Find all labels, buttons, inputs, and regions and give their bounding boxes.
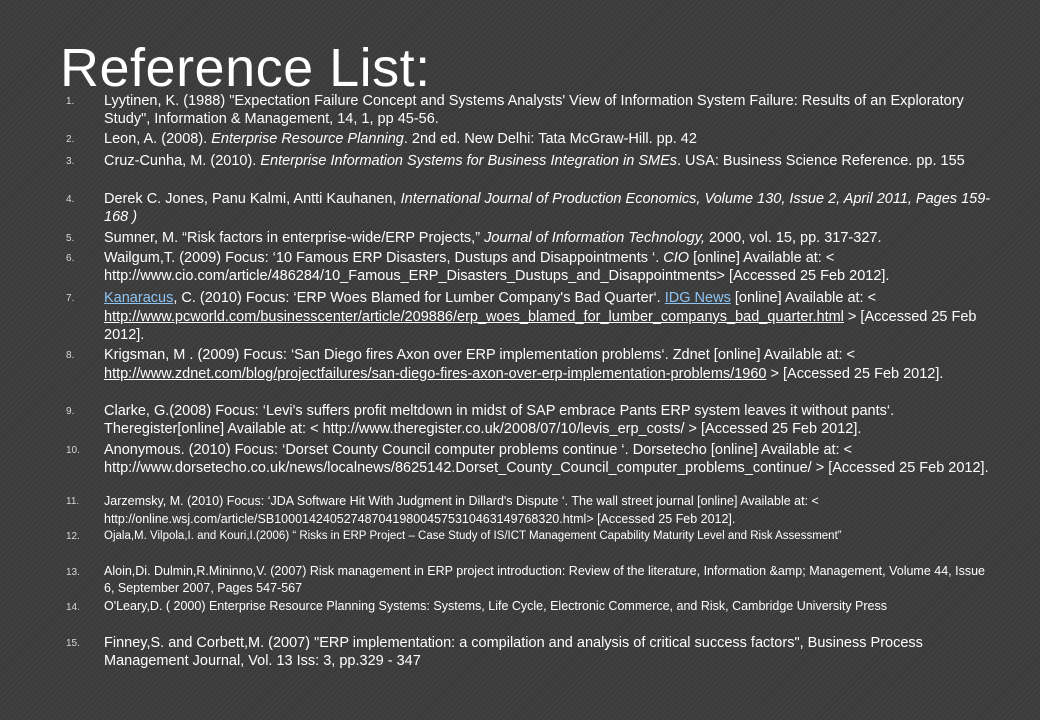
reference-text [104, 152, 996, 170]
reference-number: 6. [66, 253, 75, 264]
reference-number: 7. [66, 293, 75, 304]
text-segment: , C. (2010) Focus: ‘ERP Woes Blamed for Lumber Company's Bad Quarter‘. [173, 290, 665, 306]
italic-text: Journal of Information Technology, [484, 230, 705, 246]
italic-text: Enterprise Resource Planning [211, 131, 404, 147]
text-segment: Leon, A. (2008). [104, 131, 212, 147]
reference-number: 15. [66, 638, 80, 649]
text-segment: Jarzemsky, M. (2010) Focus: ‘JDA Software Hit With Judgment in Dillard's Dispute ‘. The wall street journal [online] Available at: < http://online.wsj.com/article/SB10001424052748704198004575310463149768320.html> [Accessed 25 Feb 2012]. [104, 494, 819, 526]
text-segment: Derek C. Jones, Panu Kalmi, Antti Kauhanen, [104, 191, 401, 207]
reference-number: 14. [66, 602, 80, 613]
italic-text: CIO [663, 250, 690, 266]
text-segment: > [Accessed 25 Feb 2012]. [766, 365, 944, 382]
reference-text [104, 563, 996, 597]
reference-text [104, 249, 996, 285]
reference-number: 10. [66, 445, 80, 456]
reference-number: 11. [66, 496, 80, 507]
text-segment: O'Leary,D. ( 2000) Enterprise Resource Planning Systems: Systems, Life Cycle, Electronic Commerce, and Risk, Cambridge University Press [104, 599, 887, 613]
reference-number: 13. [66, 567, 80, 578]
reference-text [104, 190, 996, 226]
reference-text [104, 441, 996, 477]
reference-number: 8. [66, 350, 75, 361]
reference-text [104, 289, 996, 345]
reference-number: 4. [66, 194, 75, 205]
reference-number: 12. [66, 531, 80, 542]
hyperlink[interactable]: IDG News [664, 290, 731, 306]
slide-title: Reference List: [60, 38, 431, 98]
text-segment: Sumner, M. “Risk factors in enterprise-wide/ERP Projects,” [104, 230, 485, 246]
reference-text [104, 130, 996, 148]
hyperlink[interactable]: Kanaracus [104, 290, 174, 306]
reference-number: 9. [66, 406, 75, 417]
text-segment: Krigsman, M . (2009) Focus: ‘San Diego fires Axon over ERP implementation problems‘. Zdnet [online] Available at: < [104, 347, 856, 363]
text-segment: . USA: Business Science Reference. pp. 155 [677, 153, 965, 169]
text-segment: . 2nd ed. New Delhi: Tata McGraw-Hill. pp. 42 [403, 131, 697, 147]
text-segment: Anonymous. (2010) Focus: ‘Dorset County Council computer problems continue ‘. Dorsetecho [online] Available at: < http://www.dorsetecho.co.uk/news/localnews/8625142.Dorset_County_Council_computer_problems_continue/ > [Accessed 25 Feb 2012]. [104, 442, 989, 476]
reference-text [104, 598, 996, 615]
reference-text [104, 528, 996, 544]
text-segment: Aloin,Di. Dulmin,R.Mininno,V. (2007) Risk management in ERP project introduction: Review of the literature, Information &amp; Management, Volume 44, Issue 6, September 2007, Pages 547-567 [104, 564, 985, 595]
text-segment: 2000, vol. 15, pp. 317-327. [704, 230, 882, 246]
reference-number: 3. [66, 156, 75, 167]
text-segment: > [Accessed 25 Feb 2012]. [104, 308, 977, 343]
text-segment: Finney,S. and Corbett,M. (2007) "ERP implementation: a compilation and analysis of critical success factors", Business Process Management Journal, Vol. 13 Iss: 3, pp.329 - 347 [104, 635, 923, 669]
reference-number: 1. [66, 96, 75, 107]
italic-text: International Journal of Production Economics, Volume 130, Issue 2, April 2011, Pages 159-168 ) [104, 191, 991, 225]
text-segment: Lyytinen, K. (1988) "Expectation Failure Concept and Systems Analysts' View of Information System Failure: Results of an Exploratory Study", Information & Management, 14, 1, pp 45-56. [104, 93, 964, 127]
text-segment: [online] Available at: < http://www.cio.com/article/486284/10_Famous_ERP_Disasters_Dustups_and_Disappointments> [Accessed 25 Feb 2012]. [104, 250, 890, 284]
reference-text [104, 492, 996, 528]
text-segment: Wailgum,T. (2009) Focus: ‘10 Famous ERP Disasters, Dustups and Disappointments ‘. [104, 250, 664, 266]
reference-text [104, 634, 996, 670]
reference-number: 5. [66, 233, 75, 244]
reference-text [104, 346, 996, 383]
text-segment: Ojala,M. Vilpola,I. and Kouri,I.(2006) “ Risks in ERP Project – Case Study of IS/ICT Management Capability Maturity Level and Risk Assessment” [104, 530, 842, 542]
text-segment: [online] Available at: < [730, 290, 877, 306]
text-segment: Cruz-Cunha, M. (2010). [104, 153, 261, 169]
reference-text [104, 229, 996, 247]
reference-text [104, 402, 996, 438]
reference-text [104, 92, 996, 128]
italic-text: Enterprise Information Systems for Business Integration in SMEs [260, 153, 677, 169]
text-segment: Clarke, G.(2008) Focus: ‘Levi's suffers profit meltdown in midst of SAP embrace Pants ERP system leaves it without pants‘. Theregister[online] Available at: < http://www.theregister.co.uk/2008/07/10/levis_erp_costs/ > [Accessed 25 Feb 2012]. [104, 403, 895, 437]
url-link[interactable]: http://www.pcworld.com/businesscenter/article/209886/erp_woes_blamed_for_lumber_companys_bad_quarter.html [104, 308, 844, 325]
url-link[interactable]: http://www.zdnet.com/blog/projectfailures/san-diego-fires-axon-over-erp-implementation-problems/1960 [104, 365, 767, 382]
reference-number: 2. [66, 134, 75, 145]
